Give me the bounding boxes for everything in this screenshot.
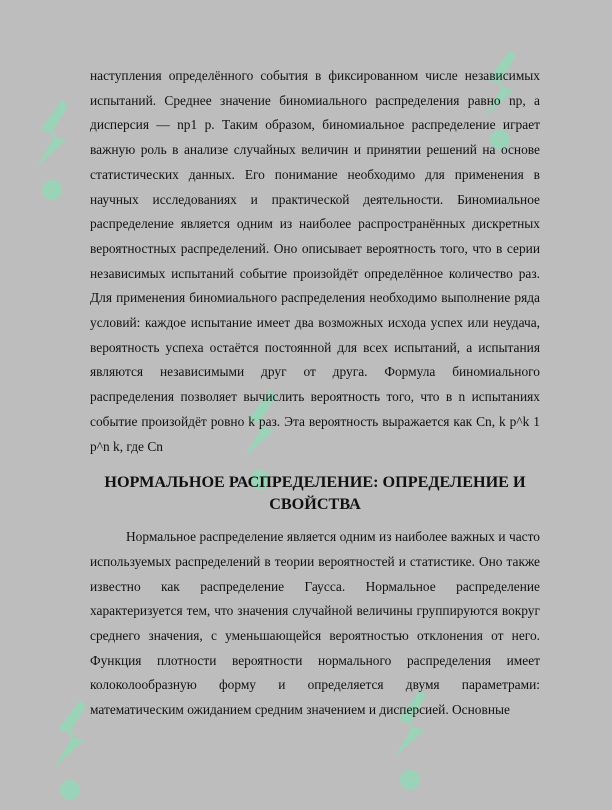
watermark-icon (22, 90, 82, 210)
section-heading: НОРМАЛЬНОЕ РАСПРЕДЕЛЕНИЕ: ОПРЕДЕЛЕНИЕ И СВОЙСТВА (104, 473, 526, 514)
paragraph-binomial: наступления определённого события в фиксированном числе независимых испытаний. Среднее значение биномиального распределения равно np, а дисперсия — np1 p. Таким образом, биномиальное распределение играет важную роль в анализе случайных величин и принятии решений на основе статистических данных. Его понимание необходимо для применения в научных исследованиях и практической деятельности. Биномиальное распределение является одним из наиболее распространённых дискретных вероятностных распределений. Оно описывает вероятность того, что в серии независимых испытаний событие произойдёт определённое количество раз. Для применения биномиального распределения необходимо выполнение ряда условий: каждое испытание имеет два возможных исхода успех или неудача, вероятность успеха остаётся постоянной для всех испытаний, а испытания являются независимыми друг от друга. Формула биномиального распределения позволяет вычислить вероятность того, что в n испытаниях событие произойдёт ровно k раз. Эта вероятность выражается как Cn, k p^k 1 p^n k, где Cn (90, 68, 540, 454)
document-body (90, 64, 540, 723)
paragraph-normal: Нормальное распределение является одним из наиболее важных и часто используемых распределений в теории вероятностей и статистике. Оно также известно как распределение Гаусса. Нормальное распределение характеризуется тем, что значения случайной величины группируются вокруг среднего значения, с уменьшающейся вероятностью отклонения от него. Функция плотности вероятности нормального распределения имеет колоколообразную форму и определяется двумя параметрами: математическим ожиданием средним значением и дисперсией. Основные (90, 529, 540, 718)
